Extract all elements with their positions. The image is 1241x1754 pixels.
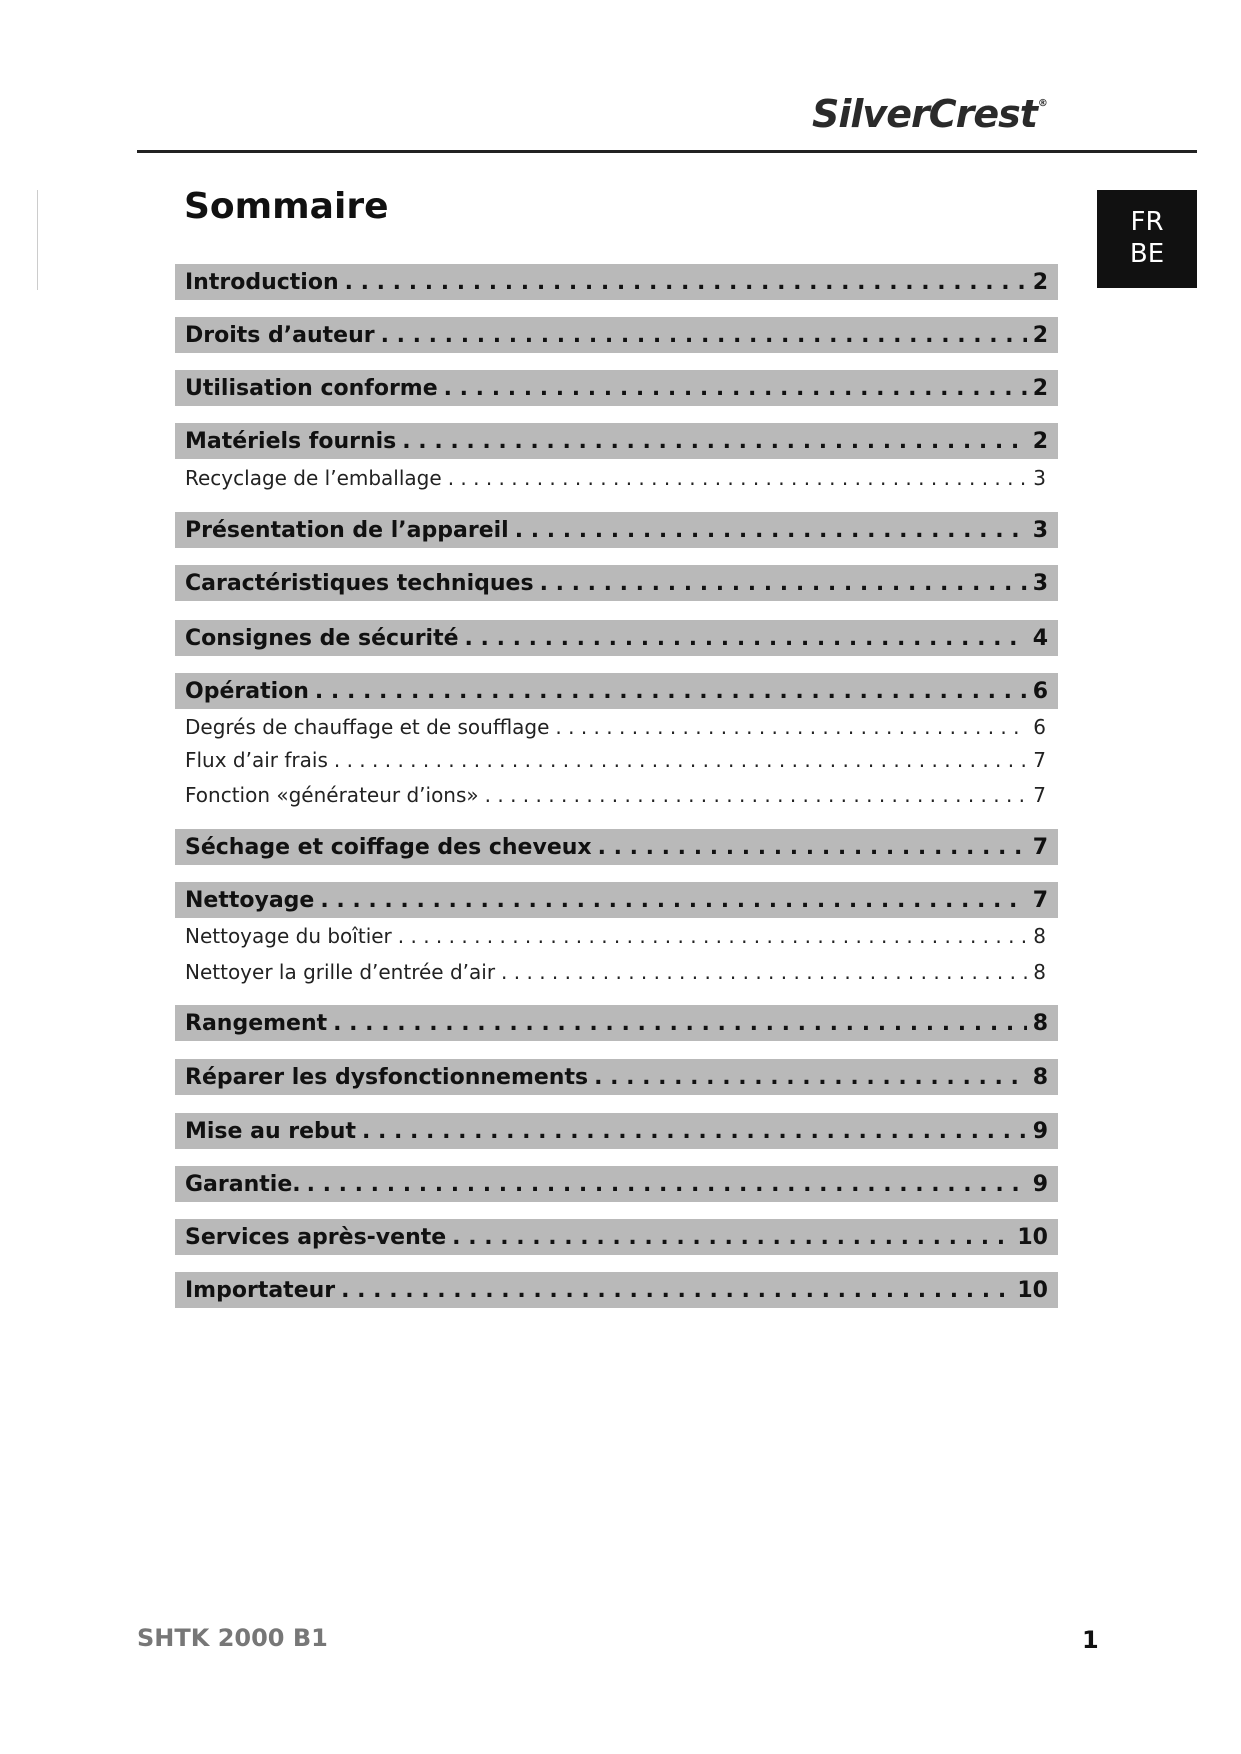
toc-entry-droits-dauteur[interactable]: [175, 317, 1058, 353]
toc-entry-rangement[interactable]: [175, 1005, 1058, 1041]
toc-entry-label: Recyclage de l’emballage: [185, 466, 442, 490]
footer-page-number: 1: [1082, 1626, 1099, 1654]
language-code-be: BE: [1129, 239, 1165, 269]
toc-leader-dots: [307, 1172, 1027, 1197]
toc-entry-utilisation-conforme[interactable]: [175, 370, 1058, 406]
toc-entry-page: 7: [1033, 748, 1046, 772]
toc-entry-garantie[interactable]: [175, 1166, 1058, 1202]
toc-leader-dots: [515, 518, 1027, 543]
toc-entry-label: Nettoyage: [185, 887, 315, 913]
toc-entry-page: 2: [1032, 428, 1048, 454]
toc-entry-nettoyage[interactable]: [175, 882, 1058, 918]
toc-entry-page: 9: [1032, 1171, 1048, 1197]
toc-entry-page: 10: [1017, 1224, 1048, 1250]
toc-leader-dots: [334, 748, 1027, 772]
toc-entry-page: 7: [1032, 887, 1048, 913]
footer-model-number: SHTK 2000 B1: [137, 1624, 328, 1652]
toc-entry-page: 10: [1017, 1277, 1048, 1303]
toc-subentry-recyclage[interactable]: [175, 462, 1058, 494]
toc-entry-label: Introduction: [185, 269, 339, 295]
toc-entry-presentation[interactable]: [175, 512, 1058, 548]
toc-subentry-nettoyage-boitier[interactable]: [175, 920, 1058, 952]
toc-leader-dots: [555, 715, 1027, 739]
toc-entry-introduction[interactable]: [175, 264, 1058, 300]
toc-entry-label: Importateur: [185, 1277, 336, 1303]
toc-entry-sechage[interactable]: [175, 829, 1058, 865]
toc-leader-dots: [320, 888, 1026, 913]
toc-entry-page: 6: [1033, 715, 1046, 739]
silvercrest-logo: [812, 92, 1047, 136]
toc-entry-page: 3: [1032, 570, 1048, 596]
toc-leader-dots: [345, 270, 1027, 295]
header-rule: [137, 150, 1197, 153]
toc-entry-materiels-fournis[interactable]: [175, 423, 1058, 459]
toc-entry-label: Mise au rebut: [185, 1118, 356, 1144]
toc-entry-label: Degrés de chauffage et de soufflage: [185, 715, 550, 739]
toc-leader-dots: [540, 571, 1027, 596]
toc-leader-dots: [381, 323, 1027, 348]
toc-entry-label: Nettoyage du boîtier: [185, 924, 392, 948]
toc-entry-mise-au-rebut[interactable]: [175, 1113, 1058, 1149]
toc-entry-label: Consignes de sécurité: [185, 625, 459, 651]
toc-leader-dots: [598, 835, 1027, 860]
toc-entry-label: Flux d’air frais: [185, 748, 328, 772]
toc-leader-dots: [485, 783, 1028, 807]
language-code-fr: FR: [1130, 207, 1164, 237]
toc-entry-page: 2: [1032, 322, 1048, 348]
toc-entry-importateur[interactable]: [175, 1272, 1058, 1308]
page-title: Sommaire: [184, 186, 389, 227]
margin-mark: [37, 190, 38, 290]
toc-entry-label: Matériels fournis: [185, 428, 397, 454]
toc-entry-label: Caractéristiques techniques: [185, 570, 534, 596]
toc-entry-label: Garantie.: [185, 1171, 301, 1197]
toc-leader-dots: [594, 1065, 1027, 1090]
toc-entry-label: Droits d’auteur: [185, 322, 375, 348]
toc-leader-dots: [402, 429, 1026, 454]
toc-entry-page: 8: [1032, 1064, 1048, 1090]
toc-entry-page: 6: [1032, 678, 1048, 704]
toc-entry-label: Services après-vente: [185, 1224, 447, 1250]
logo-text: SilverCrest: [812, 92, 1037, 136]
toc-entry-label: Séchage et coiffage des cheveux: [185, 834, 592, 860]
toc-leader-dots: [315, 679, 1027, 704]
registered-mark: ®: [1037, 98, 1047, 109]
toc-entry-label: Fonction «générateur d’ions»: [185, 783, 479, 807]
toc-entry-page: 8: [1033, 924, 1046, 948]
toc-entry-label: Opération: [185, 678, 309, 704]
toc-entry-page: 3: [1032, 517, 1048, 543]
language-tab: [1097, 190, 1197, 288]
toc-entry-caracteristiques[interactable]: [175, 565, 1058, 601]
toc-entry-label: Rangement: [185, 1010, 328, 1036]
toc-leader-dots: [452, 1225, 1011, 1250]
toc-entry-label: Utilisation conforme: [185, 375, 438, 401]
toc-leader-dots: [362, 1119, 1027, 1144]
toc-subentry-grille[interactable]: [175, 956, 1058, 988]
toc-leader-dots: [333, 1011, 1027, 1036]
toc-leader-dots: [448, 466, 1028, 490]
toc-entry-label: Nettoyer la grille d’entrée d’air: [185, 960, 496, 984]
toc-entry-page: 8: [1032, 1010, 1048, 1036]
toc-entry-page: 2: [1032, 269, 1048, 295]
toc-entry-services[interactable]: [175, 1219, 1058, 1255]
toc-entry-page: 7: [1032, 834, 1048, 860]
toc-leader-dots: [444, 376, 1027, 401]
toc-entry-label: Réparer les dysfonctionnements: [185, 1064, 589, 1090]
toc-entry-reparer[interactable]: [175, 1059, 1058, 1095]
toc-subentry-flux-air[interactable]: [175, 744, 1058, 776]
toc-entry-label: Présentation de l’appareil: [185, 517, 509, 543]
toc-leader-dots: [398, 924, 1027, 948]
toc-entry-page: 8: [1033, 960, 1046, 984]
toc-entry-page: 3: [1033, 466, 1046, 490]
toc-entry-page: 9: [1032, 1118, 1048, 1144]
toc-subentry-ions[interactable]: [175, 779, 1058, 811]
toc-leader-dots: [501, 960, 1027, 984]
toc-leader-dots: [341, 1278, 1011, 1303]
toc-entry-consignes[interactable]: [175, 620, 1058, 656]
toc-subentry-degres[interactable]: [175, 711, 1058, 743]
toc-entry-page: 4: [1032, 625, 1048, 651]
toc-entry-operation[interactable]: [175, 673, 1058, 709]
toc-entry-page: 2: [1032, 375, 1048, 401]
toc-leader-dots: [465, 626, 1027, 651]
toc-entry-page: 7: [1033, 783, 1046, 807]
